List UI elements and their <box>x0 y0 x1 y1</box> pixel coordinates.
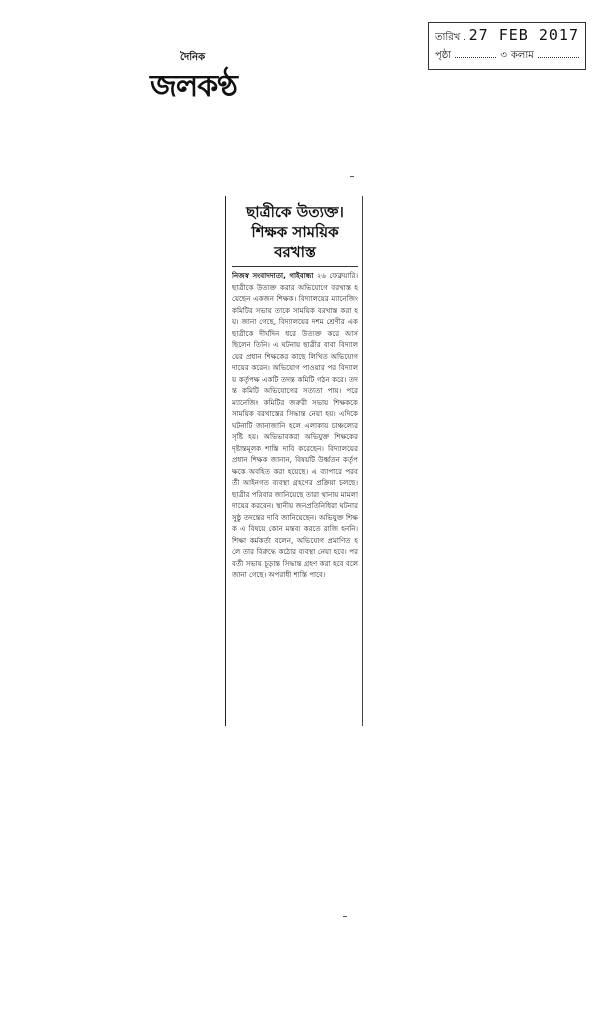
masthead-prefix: দৈনিক <box>180 52 206 63</box>
scan-speck <box>350 176 354 177</box>
article-byline: নিজস্ব সংবাদদাতা, গাইবান্ধা <box>232 271 314 280</box>
date-stamp <box>428 22 586 70</box>
stamp-date-row <box>435 26 579 47</box>
headline-line: বরখাস্ত <box>274 243 316 261</box>
stamp-dotted-line <box>455 47 496 58</box>
stamp-date-label: তারিখ <box>435 32 461 43</box>
stamp-column-label: কলাম <box>510 50 534 61</box>
article-body <box>232 270 358 726</box>
headline-rule <box>232 266 358 267</box>
stamp-page-row <box>435 47 579 65</box>
article-clipping <box>225 196 363 726</box>
stamp-page-label: পৃষ্ঠা <box>435 50 452 61</box>
newspaper-masthead <box>150 50 260 110</box>
stamp-date-value: 27 FEB 2017 <box>468 26 579 44</box>
stamp-dotted-line <box>538 47 579 58</box>
headline-line: ছাত্রীকে উত্যক্ত। <box>246 203 344 221</box>
headline-line: শিক্ষক সাময়িক <box>251 223 339 241</box>
masthead-title: জলকণ্ঠ <box>150 69 237 104</box>
article-headline <box>232 202 358 262</box>
stamp-page-value: ৩ <box>500 50 507 61</box>
scan-speck <box>343 916 347 917</box>
article-text: ২৬ ফেব্রুয়ারি। ছাত্রীকে উত্যক্ত করার অভিযোগে বরখাস্ত হয়েছেন একজন শিক্ষক। বিদ্যালয়ের ম্যানেজিং কমিটির সভায় তাকে সাময়িক বরখাস্ত করা হয়। জানা গেছে, বিদ্যালয়ের দশম শ্রেণীর এক ছাত্রীকে দীর্ঘদিন ধরে উত্যক্ত করে আসছিলেন তিনি। এ ঘটনায় ছাত্রীর বাবা বিদ্যালয়ের প্রধান শিক্ষকের কাছে লিখিত অভিযোগ দায়ের করেন। অভিযোগ পাওয়ার পর বিদ্যালয় কর্তৃপক্ষ একটি তদন্ত কমিটি গঠন করে। তদন্ত কমিটি অভিযোগের সত্যতা পায়। পরে ম্যানেজিং কমিটির জরুরী সভায় শিক্ষককে সাময়িক বরখাস্তের সিদ্ধান্ত নেয়া হয়। এদিকে ঘটনাটি জানাজানি হলে এলাকায় চাঞ্চল্যের সৃষ্টি হয়। অভিভাবকরা অভিযুক্ত শিক্ষকের দৃষ্টান্তমূলক শাস্তি দাবি করেছেন। বিদ্যালয়ের প্রধান শিক্ষক জানান, বিষয়টি উর্ধ্বতন কর্তৃপক্ষকে অবহিত করা হয়েছে। এ ব্যাপারে পরবর্তী আইনগত ব্যবস্থা গ্রহণের প্রক্রিয়া চলছে। ছাত্রীর পরিবার জানিয়েছে তারা থানায় মামলা দায়ের করবেন। স্থানীয় জনপ্রতিনিধিরা ঘটনার সুষ্ঠু তদন্তের দাবি জানিয়েছেন। অভিযুক্ত শিক্ষক এ বিষয়ে কোন মন্তব্য করতে রাজি হননি। শিক্ষা কর্মকর্তা বলেন, অভিযোগ প্রমাণিত হলে তার বিরুদ্ধে কঠোর ব্যবস্থা নেয়া হবে। পরবর্তী সভায় চূড়ান্ত সিদ্ধান্ত গ্রহণ করা হবে বলে জানা গেছে। অপরাধী শাস্তি পাবে। <box>232 271 358 579</box>
